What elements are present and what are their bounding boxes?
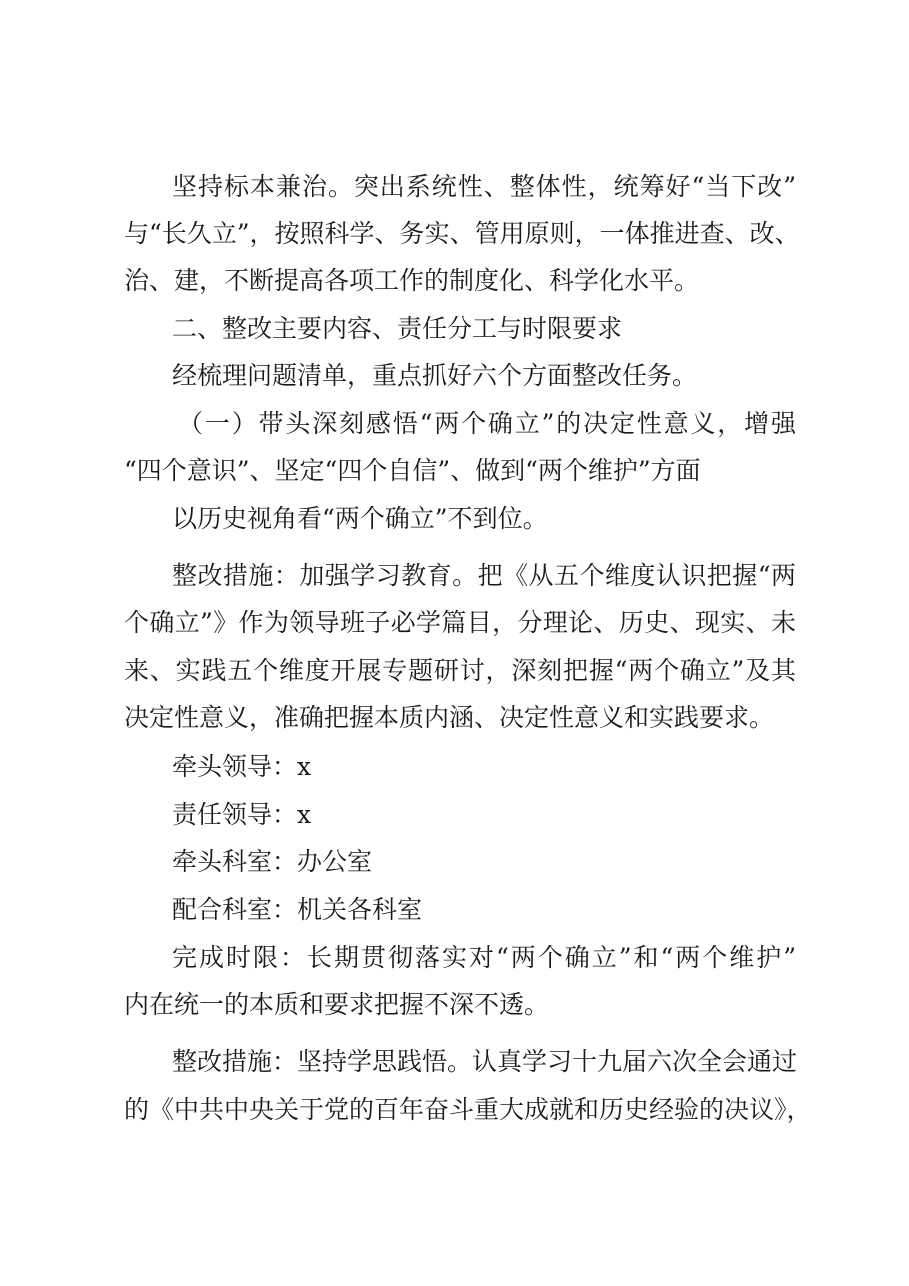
- paragraph-line: 坚持标本兼治。突出系统性、整体性，统筹好“当下改”: [172, 172, 796, 201]
- section-heading: 二、整改主要内容、责任分工与时限要求: [172, 314, 623, 343]
- assignment-line: 配合科室：机关各科室: [172, 895, 423, 924]
- paragraph-line: 与“长久立”，按照科学、务实、管用原则，一体推进查、改、: [124, 219, 800, 248]
- paragraph-line: 来、实践五个维度开展专题研讨，深刻把握“两个确立”及其: [124, 656, 796, 685]
- subsection-heading: “四个意识”、坚定“四个自信”、做到“两个维护”方面: [124, 456, 701, 485]
- paragraph-line: 个确立”》作为领导班子必学篇目，分理论、历史、现实、未: [124, 608, 796, 637]
- assignment-line: 牵头领导：x: [172, 752, 312, 781]
- paragraph-line: 的《中共中央关于党的百年奋斗重大成就和历史经验的决议》，: [124, 1095, 812, 1124]
- paragraph-line: 整改措施：坚持学思践悟。认真学习十九届六次全会通过: [172, 1047, 798, 1076]
- assignment-line: 责任领导：x: [172, 800, 312, 829]
- paragraph-line: 以历史视角看“两个确立”不到位。: [172, 504, 548, 533]
- assignment-line: 牵头科室：办公室: [172, 847, 373, 876]
- paragraph-line: 内在统一的本质和要求把握不深不透。: [124, 990, 550, 1019]
- paragraph-line: 治、建，不断提高各项工作的制度化、科学化水平。: [124, 266, 700, 295]
- paragraph-line: 经梳理问题清单，重点抓好六个方面整改任务。: [172, 361, 698, 390]
- paragraph-line: 完成时限：长期贯彻落实对“两个确立”和“两个维护”: [172, 943, 796, 972]
- paragraph-line: 整改措施：加强学习教育。把《从五个维度认识把握“两: [172, 561, 796, 590]
- subsection-heading: （一）带头深刻感悟“两个确立”的决定性意义，增强: [178, 409, 796, 438]
- paragraph-line: 决定性意义，准确把握本质内涵、决定性意义和实践要求。: [124, 703, 775, 732]
